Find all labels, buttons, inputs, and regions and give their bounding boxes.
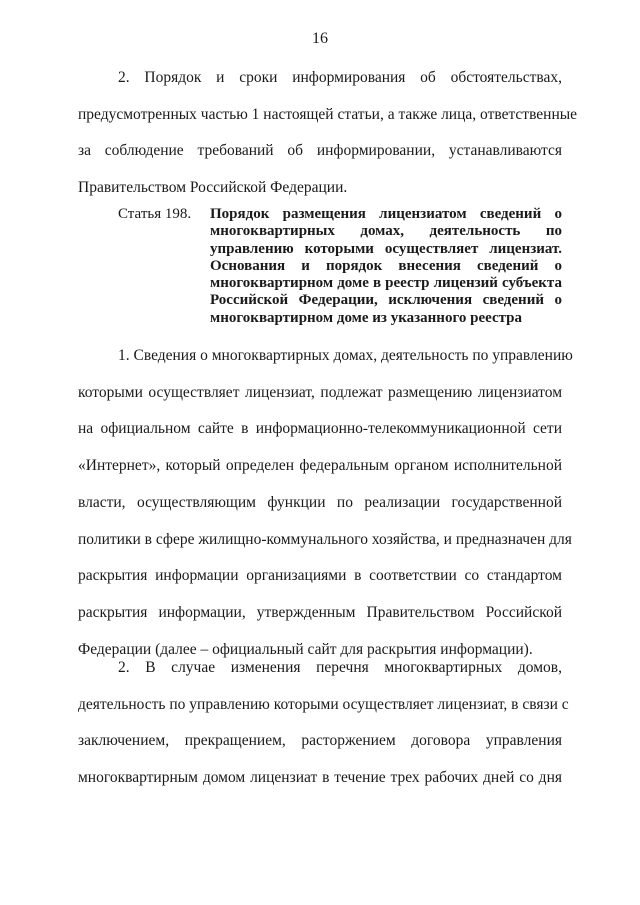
article-title-line: многоквартирных домах, деятельность по (210, 223, 562, 240)
article-title (210, 206, 562, 327)
article-label: Статья 198. (118, 206, 192, 222)
article-title-line: управлению которыми осуществляет лицензиат. (210, 240, 562, 257)
article-title-line: многоквартирном доме в реестр лицензий субъекта (210, 275, 562, 292)
text-line: 1. Сведения о многоквартирных домах, деятельность по управлению (118, 347, 573, 364)
text-line: заключением, прекращением, расторжением договора управления (78, 732, 562, 750)
text-line: Правительством Российской Федерации. (78, 179, 348, 197)
paragraph-list-changes (78, 650, 569, 797)
text-line: раскрытия информации, утвержденным Правительством Российской (78, 603, 562, 621)
text-line: предусмотренных частью 1 настоящей статьи, а также лица, ответственные (78, 105, 578, 123)
text-line: за соблюдение требований об информировании, устанавливаются (78, 142, 562, 160)
text-line: политики в сфере жилищно-коммунального хозяйства, и предназначен для (78, 530, 572, 548)
text-line: власти, осуществляющим функции по реализации государственной (78, 493, 562, 511)
text-line: 2. Порядок и сроки информирования об обстоятельствах, (118, 69, 562, 86)
text-line: раскрытия информации организациями в соответствии со стандартом (78, 567, 562, 585)
paragraph-placement-of-information (78, 338, 573, 668)
paragraph-informing-procedure (78, 60, 578, 207)
text-line: деятельность по управлению которыми осуществляет лицензиат, в связи с (78, 695, 569, 713)
article-title-line: многоквартирном доме из указанного реестра (210, 309, 523, 326)
article-title-line: Основания и порядок внесения сведений о (210, 257, 562, 274)
text-line: на официальном сайте в информационно-телекоммуникационной сети (78, 420, 562, 438)
text-line: 2. В случае изменения перечня многоквартирных домов, (118, 659, 562, 676)
article-title-line: Порядок размещения лицензиатом сведений о (210, 206, 562, 222)
page-number: 16 (312, 30, 328, 47)
text-line: «Интернет», который определен федеральным органом исполнительной (78, 457, 562, 475)
text-line: Федерации (далее – официальный сайт для раскрытия информации). (78, 640, 533, 658)
article-title-line: Российской Федерации, исключения сведений о (210, 292, 562, 309)
text-line: которыми осуществляет лицензиат, подлежат размещению лицензиатом (78, 383, 562, 401)
text-line: многоквартирным домом лицензиат в течение трех рабочих дней со дня (78, 769, 562, 787)
